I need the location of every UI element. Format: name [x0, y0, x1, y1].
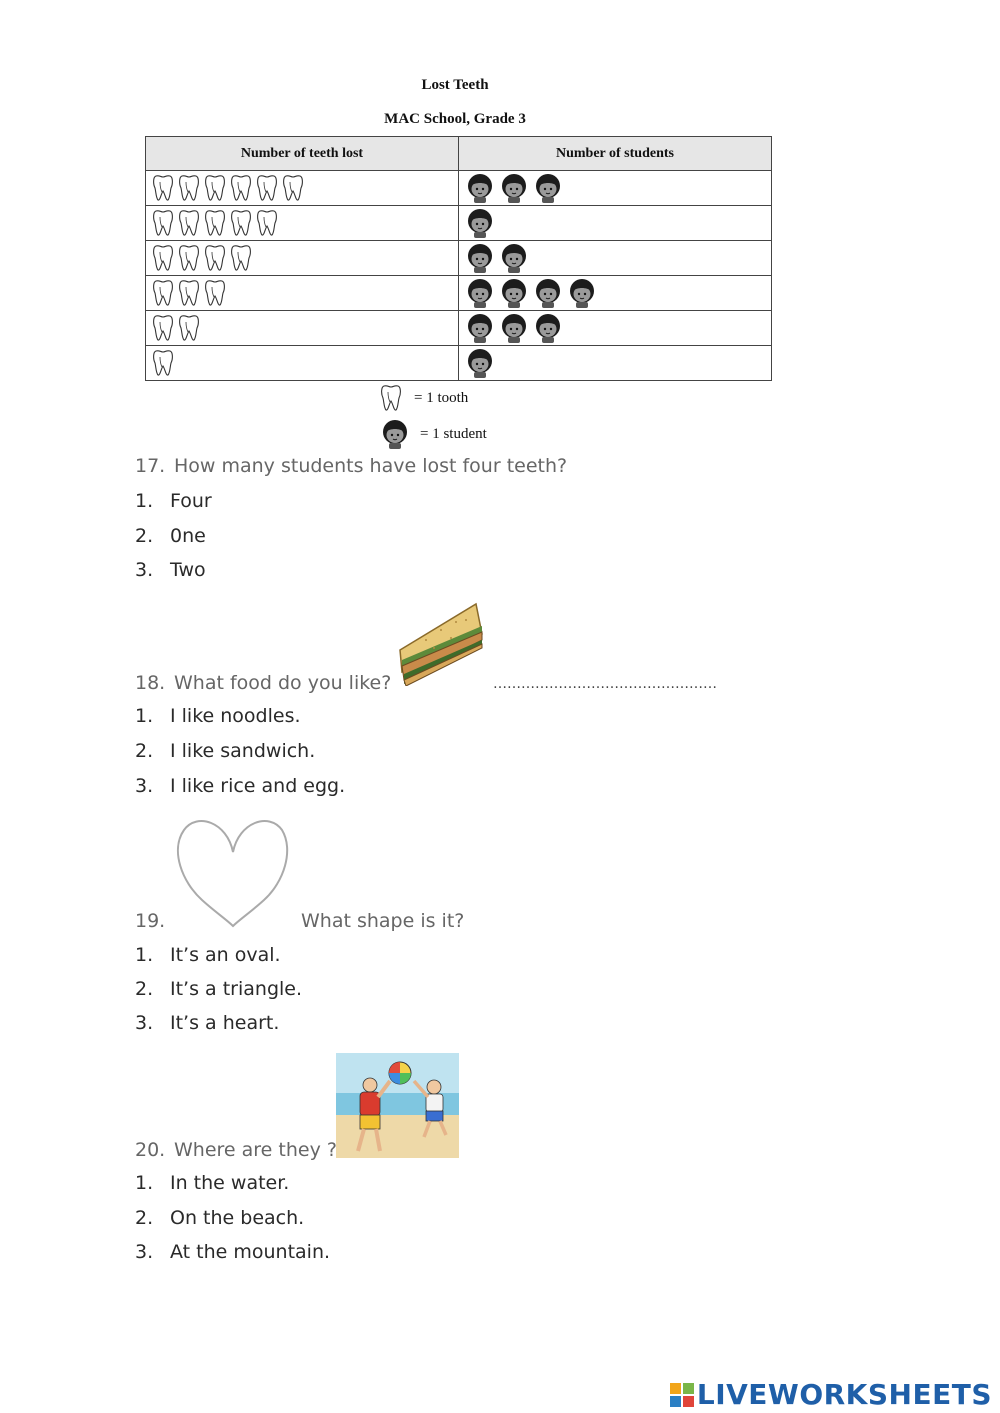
student-icon — [465, 173, 495, 203]
tooth-icon — [152, 279, 174, 307]
question-19: What shape is it? — [301, 910, 465, 932]
tooth-icon — [204, 279, 226, 307]
pictograph-row — [146, 241, 772, 276]
tooth-icon — [152, 244, 174, 272]
heart-image — [172, 812, 294, 928]
student-icon — [499, 173, 529, 203]
students-cell — [459, 276, 772, 311]
pictograph-row — [146, 346, 772, 381]
legend-student-label: = 1 student — [420, 425, 487, 442]
teeth-cell — [146, 206, 459, 241]
q17-option-2[interactable]: 2. 0ne — [135, 525, 206, 547]
q20-option-1[interactable]: 1. In the water. — [135, 1172, 290, 1194]
legend-tooth-label: = 1 tooth — [414, 389, 469, 406]
q19-option-1[interactable]: 1. It’s an oval. — [135, 944, 281, 966]
logo-text: LIVEWORKSHEETS — [696, 1378, 992, 1411]
question-19-number: 19. — [135, 910, 166, 932]
tooth-icon — [256, 209, 278, 237]
student-icon — [533, 278, 563, 308]
student-icon — [499, 278, 529, 308]
student-icon — [533, 313, 563, 343]
tooth-icon — [230, 174, 252, 202]
students-cell — [459, 241, 772, 276]
q18-option-3[interactable]: 3. I like rice and egg. — [135, 775, 346, 797]
students-cell — [459, 346, 772, 381]
tooth-icon — [178, 314, 200, 342]
tooth-icon — [380, 384, 402, 412]
student-icon — [465, 208, 495, 238]
pictograph-row — [146, 276, 772, 311]
tooth-icon — [152, 174, 174, 202]
tooth-icon — [178, 174, 200, 202]
q19-option-3[interactable]: 3. It’s a heart. — [135, 1012, 280, 1034]
tooth-icon — [204, 174, 226, 202]
students-cell — [459, 206, 772, 241]
student-icon — [533, 173, 563, 203]
teeth-cell — [146, 311, 459, 346]
liveworksheets-logo[interactable] — [669, 1378, 992, 1411]
student-icon — [499, 313, 529, 343]
student-icon — [465, 313, 495, 343]
student-icon — [567, 278, 597, 308]
students-cell — [459, 311, 772, 346]
tooth-icon — [282, 174, 304, 202]
question-18: 18. What food do you like? — [135, 672, 392, 694]
beach-image — [336, 1053, 459, 1158]
students-cell — [459, 171, 772, 206]
student-icon — [499, 243, 529, 273]
q18-option-2[interactable]: 2. I like sandwich. — [135, 740, 316, 762]
teeth-cell — [146, 276, 459, 311]
student-icon — [465, 243, 495, 273]
question-17: 17. How many students have lost four teeth? — [135, 455, 568, 477]
column-header-teeth: Number of teeth lost — [146, 137, 459, 171]
tooth-icon — [230, 209, 252, 237]
legend-student — [380, 419, 487, 449]
q19-option-2[interactable]: 2. It’s a triangle. — [135, 978, 303, 1000]
student-icon — [465, 278, 495, 308]
tooth-icon — [256, 174, 278, 202]
pictograph-table — [145, 136, 772, 381]
teeth-cell — [146, 241, 459, 276]
chart-title: Lost Teeth — [421, 77, 489, 93]
tooth-icon — [204, 209, 226, 237]
tooth-icon — [204, 244, 226, 272]
tooth-icon — [152, 314, 174, 342]
liveworksheets-logo-icon — [669, 1382, 695, 1408]
tooth-icon — [178, 244, 200, 272]
q18-option-1[interactable]: 1. I like noodles. — [135, 705, 301, 727]
pictograph-row — [146, 171, 772, 206]
teeth-cell — [146, 171, 459, 206]
tooth-icon — [152, 209, 174, 237]
answer-blank[interactable]: ………………………………………… — [493, 676, 717, 692]
q17-option-3[interactable]: 3. Two — [135, 559, 206, 581]
question-20: 20. Where are they ? — [135, 1139, 337, 1161]
teeth-cell — [146, 346, 459, 381]
tooth-icon — [230, 244, 252, 272]
tooth-icon — [178, 279, 200, 307]
tooth-icon — [152, 349, 174, 377]
pictograph-row — [146, 206, 772, 241]
q17-option-1[interactable]: 1. Four — [135, 490, 212, 512]
pictograph-row — [146, 311, 772, 346]
q20-option-3[interactable]: 3. At the mountain. — [135, 1241, 331, 1263]
tooth-icon — [178, 209, 200, 237]
student-icon — [465, 348, 495, 378]
q20-option-2[interactable]: 2. On the beach. — [135, 1207, 305, 1229]
column-header-students: Number of students — [459, 137, 772, 171]
chart-subtitle: MAC School, Grade 3 — [384, 111, 526, 127]
student-icon — [380, 419, 410, 449]
tooth-icon — [380, 384, 402, 412]
student-icon — [380, 419, 410, 449]
legend-tooth — [380, 384, 468, 412]
sandwich-image — [396, 600, 486, 686]
